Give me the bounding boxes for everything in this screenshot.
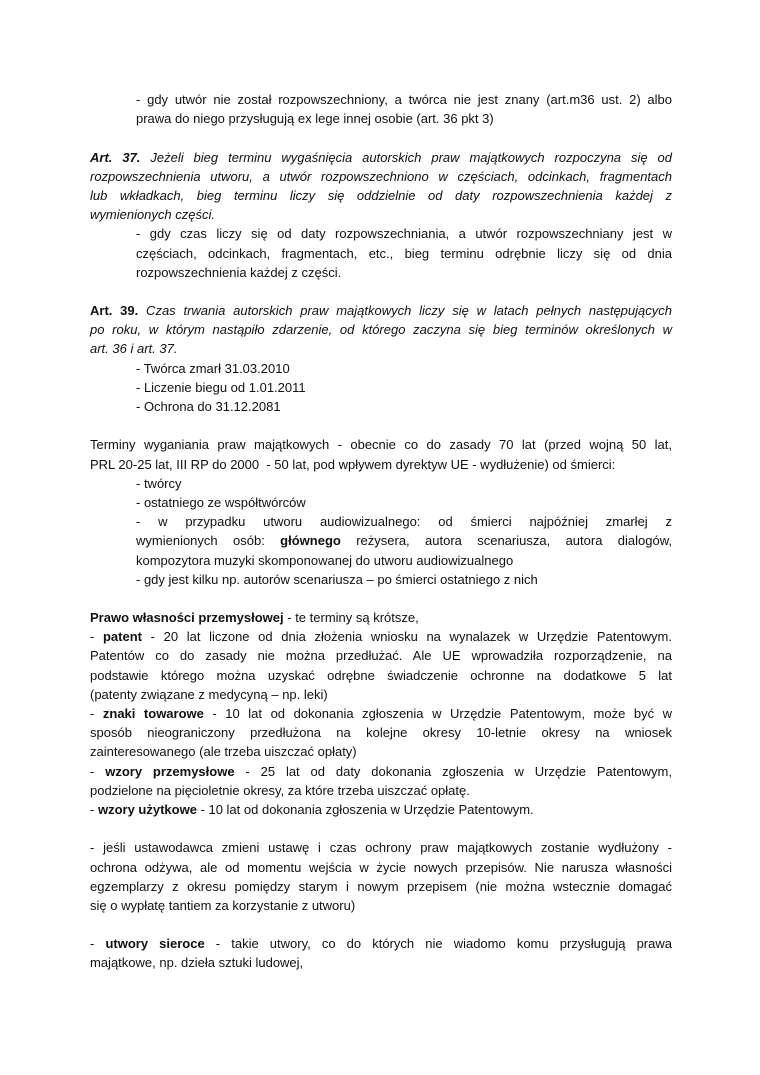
text-line [136, 512, 672, 531]
paragraph-spacer [90, 819, 672, 838]
text-run: - 10 lat od dokonania zgłoszenia w Urzędzie Patentowym. [196, 801, 534, 817]
text-run: - [90, 629, 103, 645]
text-run: - takie utwory, co do których nie wiadomo komu przysługują prawa [204, 936, 672, 952]
law-change [90, 838, 672, 915]
text-line [90, 646, 672, 665]
italic-text-run: wymienionych części. [90, 207, 215, 223]
text-line [90, 455, 672, 474]
text-run: - [90, 936, 106, 952]
text-line [136, 551, 672, 570]
text-line [90, 858, 672, 877]
text-run: - 25 lat od daty dokonania zgłoszenia w Urzędzie Patentowym, [234, 763, 672, 779]
text-line [90, 896, 672, 915]
art-39-example [136, 359, 672, 417]
text-run: podstawie którego można uzyskać odrębne świadczenie ochronne na dodatkowe 5 lat [90, 667, 672, 683]
paragraph-spacer [90, 589, 672, 608]
text-run: - [90, 763, 106, 779]
italic-text-run: rozpowszechnienia utworu, a utwór rozpowszechniono w częściach, odcinkach, fragmentach [90, 168, 672, 184]
text-line [90, 723, 672, 742]
orphan-unknown-author-item [136, 90, 672, 128]
text-run: - gdy utwór nie został rozpowszechniony, a twórca nie jest znany (art.m36 ust. 2) albo [136, 92, 672, 107]
paragraph-spacer [90, 282, 672, 301]
text-run: egzemplarzy z okresu pomiędzy starym i nowym przepisem (nie można wstecznie domagać [90, 878, 672, 894]
text-run: - 20 lat liczone od dnia złożenia wniosku na wynalazek w Urzędzie Patentowym. [141, 629, 672, 645]
text-line [136, 359, 672, 378]
industrial-property [90, 608, 672, 819]
document-page [90, 90, 672, 973]
text-run: rozpowszechnienia każdej z części. [136, 264, 342, 280]
bold-text-run: patent [102, 629, 142, 645]
text-line [90, 301, 672, 320]
terms-list [136, 474, 672, 589]
text-line [136, 109, 672, 128]
italic-text-run: po roku, w którym nastąpiło zdarzenie, od którego zaczyna się bieg terminów określonych w [90, 322, 672, 338]
bold-text-run: utwory sieroce [105, 936, 205, 952]
text-line [136, 224, 672, 243]
text-run: - Liczenie biegu od 1.01.2011 [136, 379, 306, 395]
text-line [136, 263, 672, 282]
text-run: - te terminy są krótsze, [283, 610, 419, 626]
text-line [90, 934, 672, 953]
text-run: - gdy czas liczy się od daty rozpowszechniania, a utwór rozpowszechniany jest w [136, 226, 672, 242]
text-line [136, 570, 672, 589]
text-run: - [90, 801, 98, 817]
text-run: (patenty związane z medycyną – np. leki) [90, 686, 328, 702]
text-run: - ostatniego ze współtwórców [136, 494, 306, 510]
bold-text-run: znaki towarowe [102, 706, 204, 721]
text-line [90, 800, 672, 819]
text-line [90, 186, 672, 205]
text-line [90, 167, 672, 186]
text-line [136, 531, 672, 550]
bold-text-run: głównego [280, 533, 341, 549]
bold-text-run: Art. 39. [90, 303, 139, 319]
bold-text-run: Art. 37. [90, 149, 141, 165]
bold-text-run: wzory przemysłowe [105, 763, 235, 779]
text-line [90, 781, 672, 800]
text-line [136, 397, 672, 416]
art-37-text [90, 148, 672, 225]
text-line [90, 205, 672, 224]
text-run: - gdy jest kilku np. autorów scenariusza – po śmierci ostatniego z nich [136, 571, 538, 587]
paragraph-spacer [90, 128, 672, 147]
text-run: - jeśli ustawodawca zmieni ustawę i czas ochrony praw majątkowych zostanie wydłużony - [90, 840, 672, 856]
paragraph-spacer [90, 915, 672, 934]
text-run: prawa do niego przysługują ex lege innej osobie (art. 36 pkt 3) [136, 111, 494, 127]
text-line [90, 666, 672, 685]
text-line [90, 742, 672, 761]
orphan-works [90, 934, 672, 972]
text-line [90, 762, 672, 781]
text-run: - w przypadku utworu audiowizualnego: od śmierci najpóźniej zmarłej z [136, 514, 672, 530]
text-run: sposób nieograniczony przedłużona na kolejne okresy 10-letnie okresy na wniosek [90, 725, 672, 741]
text-run: się o wypłatę tantiem za korzystanie z utworu) [90, 897, 356, 913]
text-line [90, 320, 672, 339]
art-37-comment [136, 224, 672, 282]
italic-text-run: Jeżeli bieg terminu wygaśnięcia autorskich praw majątkowych rozpoczyna się od [140, 149, 673, 165]
text-line [90, 953, 672, 972]
bold-text-run: wzory użytkowe [97, 801, 197, 817]
text-run: Patentów co do zasady nie można przedłużać. Ale UE wprowadziła rozporządzenie, na [90, 648, 672, 664]
text-run: podzielone na pięcioletnie okresy, za które trzeba uiszczać opłatę. [90, 782, 470, 798]
text-line [136, 493, 672, 512]
terms-intro [90, 435, 672, 473]
text-run: majątkowe, np. dzieła sztuki ludowej, [90, 955, 304, 971]
text-line [90, 685, 672, 704]
text-run: - Twórca zmarł 31.03.2010 [136, 360, 290, 376]
text-run: PRL 20-25 lat, III RP do 2000 - 50 lat, pod wpływem dyrektyw UE - wydłużenie) od śmierci: [90, 456, 616, 472]
text-run: - [90, 706, 103, 721]
text-run: częściach, odcinkach, fragmentach, etc., bieg terminu odrębnie liczy się od dnia [136, 245, 672, 261]
italic-text-run: art. 36 i art. 37. [90, 341, 178, 357]
text-line [90, 627, 672, 646]
text-run: Terminy wyganiania praw majątkowych - obecnie co do zasady 70 lat (przed wojną 50 lat, [90, 437, 672, 453]
text-run: - twórcy [136, 475, 182, 491]
text-run: ochrona odżywa, ale od momentu wejścia w życie nowych przepisów. Nie narusza własności [90, 859, 672, 875]
text-line [90, 608, 672, 627]
italic-text-run: lub wkładkach, bieg terminu liczy się oddzielnie od daty rozpowszechnienia każdej z [90, 187, 672, 203]
text-line [90, 838, 672, 857]
text-run: reżysera, autora scenariusza, autora dialogów, [340, 533, 673, 549]
paragraph-spacer [90, 416, 672, 435]
text-line [136, 474, 672, 493]
text-run: wymienionych osób: [136, 533, 281, 549]
text-line [90, 435, 672, 454]
text-line [90, 877, 672, 896]
art-39-text [90, 301, 672, 359]
italic-text-run: Czas trwania autorskich praw majątkowych liczy się w latach pełnych następujących [138, 303, 672, 319]
text-run: kompozytora muzyki skomponowanej do utworu audiowizualnego [136, 552, 514, 568]
text-line [136, 378, 672, 397]
text-line [136, 244, 672, 263]
text-line [90, 704, 672, 723]
text-line [90, 148, 672, 167]
text-line [90, 339, 672, 358]
text-run: - Ochrona do 31.12.2081 [136, 399, 281, 414]
text-run: - 10 lat od dokonania zgłoszenia w Urzędzie Patentowym, może być w [203, 706, 672, 721]
bold-text-run: Prawo własności przemysłowej [90, 610, 284, 626]
text-line [136, 90, 672, 109]
text-run: zainteresowanego (ale trzeba uiszczać opłaty) [90, 744, 357, 760]
